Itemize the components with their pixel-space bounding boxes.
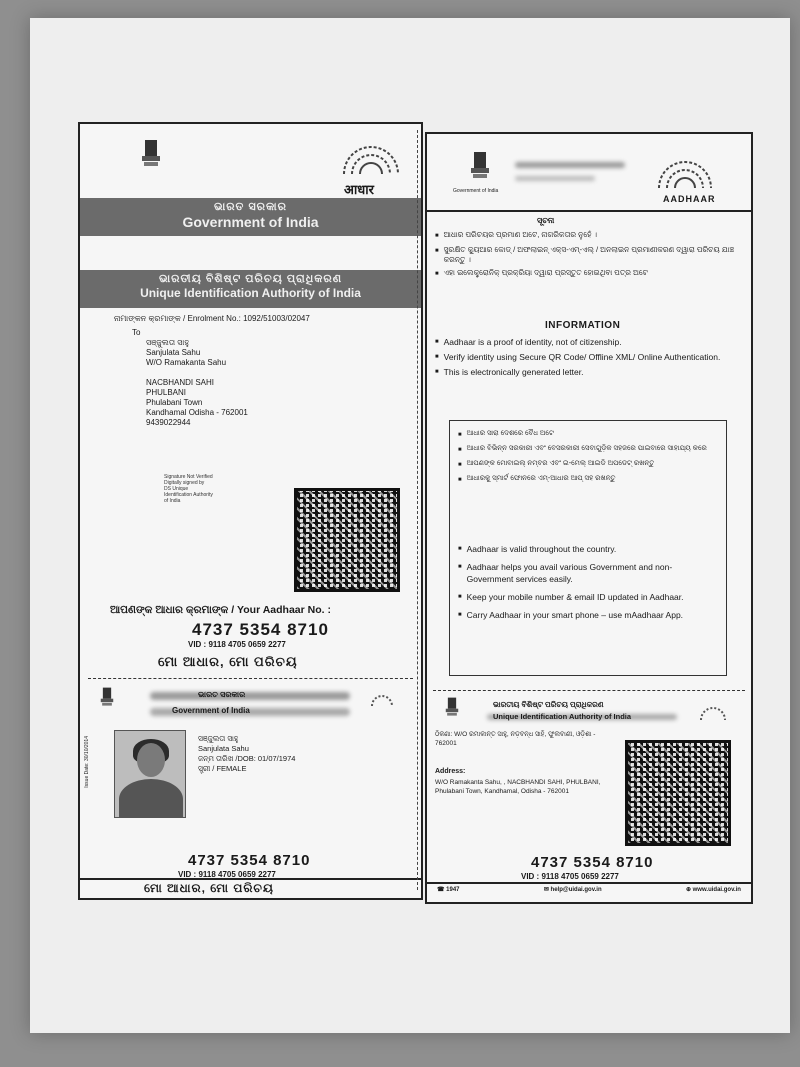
address-line: 9439022944 [146,418,191,427]
address-to: To [132,328,141,337]
card-footer-divider [80,878,421,880]
aadhaar-hindi-wordmark: आधार [344,182,374,197]
state-emblem-icon [467,150,493,184]
address-line: Sanjulata Sahu [146,348,201,357]
aadhaar-logo-icon [370,690,394,710]
help-email: help@uidai.gov.in [550,887,602,893]
card-gov-en: Government of India [172,706,250,715]
address-line: PHULBANI [146,388,187,397]
website: www.uidai.gov.in [692,887,741,893]
address-line: Phulabani Town [146,398,203,407]
tip-item: ■ Carry Aadhaar in your smart phone – use mAadhaar App. [458,609,716,621]
card-gov-odia: ଭାରତ ସରକାର [198,690,246,699]
tip-item: ■ Keep your mobile number & email ID updated in Aadhaar. [458,591,716,603]
card-dob: ଜନ୍ମ ତାରିଖ /DOB: 01/07/1974 [198,754,296,763]
card-address-odia: ଠିକଣା: W/O ରମାକାନ୍ତ ସାହୁ, ନଡ଼ବନ୍ଧ ସାହି, ଫୁଲବାଣୀ, ଓଡ଼ିଶା - 762001 [435,731,596,747]
odia-info-item: ■ ସୁରକ୍ଷିତ କ୍ୟୁଆର କୋଡ୍ / ଅଫଲାଇନ୍ ଏକ୍ସ-ଏମ୍-ଏଲ୍ / ଅନଲାଇନ ପ୍ରମାଣୀକରଣ ଦ୍ୱାରା ପରିଚୟ ଯାଞ୍ଚ କରନ୍ତୁ । [435,245,735,265]
header-divider [427,210,751,212]
government-odia: ଭାରତ ସରକାର [214,201,287,213]
signature-line: Digitally signed by [164,480,205,486]
tip-item: ■ Aadhaar is valid throughout the country. [458,543,716,555]
card-name-odia: ସଞ୍ଜୁଲତା ସାହୁ [198,734,239,743]
card-qr-code [625,740,731,846]
state-emblem-icon [443,696,461,720]
tips-odia-list [458,429,716,489]
address-line: Kandhamal Odisha - 762001 [146,408,248,417]
signature-line: of India [164,498,181,504]
card-aadhaar-number: 4737 5354 8710 [531,854,654,871]
card-address-label: Address: [435,768,466,775]
phone-icon: ☎ 1947 [437,887,460,893]
card-address: W/O Ramakanta Sahu, , NACBHANDI SAHI, PHULBANI, Phulabani Town, Kandhamal, Odisha - 762001 [435,779,601,795]
odia-info-item: ■ ଏହା ଇଲେକ୍ଟ୍ରୋନିକ୍ ପ୍ରକ୍ରିୟା ଦ୍ୱାରା ପ୍ରସ୍ତୁତ ହୋଇଥିବା ପତ୍ର ଅଟେ [435,268,735,280]
aadhaar-letter-right [425,132,753,904]
information-title: INFORMATION [545,320,621,331]
odia-info-list [435,230,735,283]
government-banner [80,198,421,236]
holder-photo [114,730,186,818]
card-vid-number: VID : 9118 4705 0659 2277 [178,870,276,879]
tip-odia-item: ■ ଆଧାର ସାରା ଦେଶରେ ବୈଧ ଅଟେ [458,429,716,441]
odia-heading: ସୂଚନା [537,216,555,225]
card-aadhaar-number: 4737 5354 8710 [188,852,311,869]
authority-en: Unique Identification Authority of India [140,286,361,300]
information-list [435,336,733,381]
address-block [146,338,306,428]
tip-item: ■ Aadhaar helps you avail various Government and non-Government services easily. [458,561,716,585]
blurred-header [515,176,595,181]
address-line: ସଞ୍ଜୁଲତା ସାହୁ [146,338,189,347]
aadhaar-logo-icon [653,154,717,194]
signature-line: Signature Not Verified [164,474,213,480]
card-footer-divider [427,882,751,884]
tips-en-list [458,543,716,624]
card-authority-en: Unique Identification Authority of India [493,712,632,721]
address-line: W/O Ramakanta Sahu [146,358,227,367]
card-slogan: ମୋ ଆଧାର, ମୋ ପରିଚୟ [144,881,274,895]
slogan: ମୋ ଆଧାର, ମୋ ପରିଚୟ [158,654,298,669]
aadhaar-number: 4737 5354 8710 [192,620,329,639]
your-aadhaar-label: ଆପଣଙ୍କ ଆଧାର କ୍ରମାଙ୍କ / Your Aadhaar No. : [110,604,331,616]
odia-info-item: ■ ଆଧାର ପରିଚୟର ପ୍ରମାଣ ଅଟେ, ନାଗରିକତାର ନୁହେଁ । [435,230,735,242]
address-line [146,368,306,378]
qr-code [294,488,400,592]
aadhaar-wordmark: AADHAAR [663,194,716,204]
government-en: Government of India [182,214,319,230]
issue-date: Issue Date: 30/10/2014 [84,736,90,788]
state-emblem-icon [98,686,116,710]
information-item: ■ Verify identity using Secure QR Code/ Offline XML/ Online Authentication. [435,351,733,363]
card-details [198,734,295,774]
aadhaar-letter-left [78,122,423,900]
card-vid-number: VID : 9118 4705 0659 2277 [521,872,619,881]
emblem-caption: Government of India [453,188,499,194]
card-gender: ସ୍ତ୍ରୀ / FEMALE [198,764,247,773]
authority-banner [80,270,421,308]
state-emblem-icon [138,138,164,172]
cut-line [433,690,745,691]
enrolment-number: ନାମାଙ୍କନ କ୍ରମାଙ୍କ / Enrolment No.: 1092/51003/02047 [114,314,310,323]
tricolor-band [150,692,350,700]
signature-line: DS Unique [164,486,189,492]
information-item: ■ Aadhaar is a proof of identity, not of citizenship. [435,336,733,348]
vid-number: VID : 9118 4705 0659 2277 [188,640,286,649]
authority-odia: ଭାରତୀୟ ବିଶିଷ୍ଟ ପରିଚୟ ପ୍ରାଧିକରଣ [158,273,343,285]
aadhaar-logo-icon [699,702,727,724]
card-name-en: Sanjulata Sahu [198,744,249,753]
tip-odia-item: ■ ଆଧାରକୁ ସ୍ମାର୍ଟ ଫୋନରେ ଏମ୍-ଆଧାର ଆପ୍ ସହ ରଖନ୍ତୁ [458,474,716,486]
globe-icon: ⊕ www.uidai.gov.in [685,887,741,893]
mail-icon: ✉ help@uidai.gov.in [543,887,602,893]
address-line: NACBHANDI SAHI [146,378,215,387]
tips-box [449,420,727,676]
tip-odia-item: ■ ଆଧାର ବିଭିନ୍ନ ସରକାରୀ ଏବଂ ବେସରକାରୀ ସେବାଗୁଡ଼ିକ ସହଜରେ ପାଇବାରେ ସାହାଯ୍ୟ କରେ [458,444,716,456]
card-authority-odia: ଭାରତୀୟ ବିଶିଷ୍ଟ ପରିଚୟ ପ୍ରାଧିକରଣ [493,700,604,709]
blurred-header [515,162,625,168]
signature-line: Identification Authority [164,492,213,498]
signature-block [164,474,213,504]
information-item: ■ This is electronically generated letter. [435,366,733,378]
cut-line [88,678,413,679]
card-footer [437,886,741,893]
tip-odia-item: ■ ଆପଣଙ୍କ ମୋବାଇଲ୍ ନମ୍ବର ଏବଂ ଇ-ମେଲ୍ ଆଇଡି ଅପଡେଟ୍ ରଖନ୍ତୁ [458,459,716,471]
helpline-number: 1947 [446,887,460,893]
fold-line [417,130,418,890]
